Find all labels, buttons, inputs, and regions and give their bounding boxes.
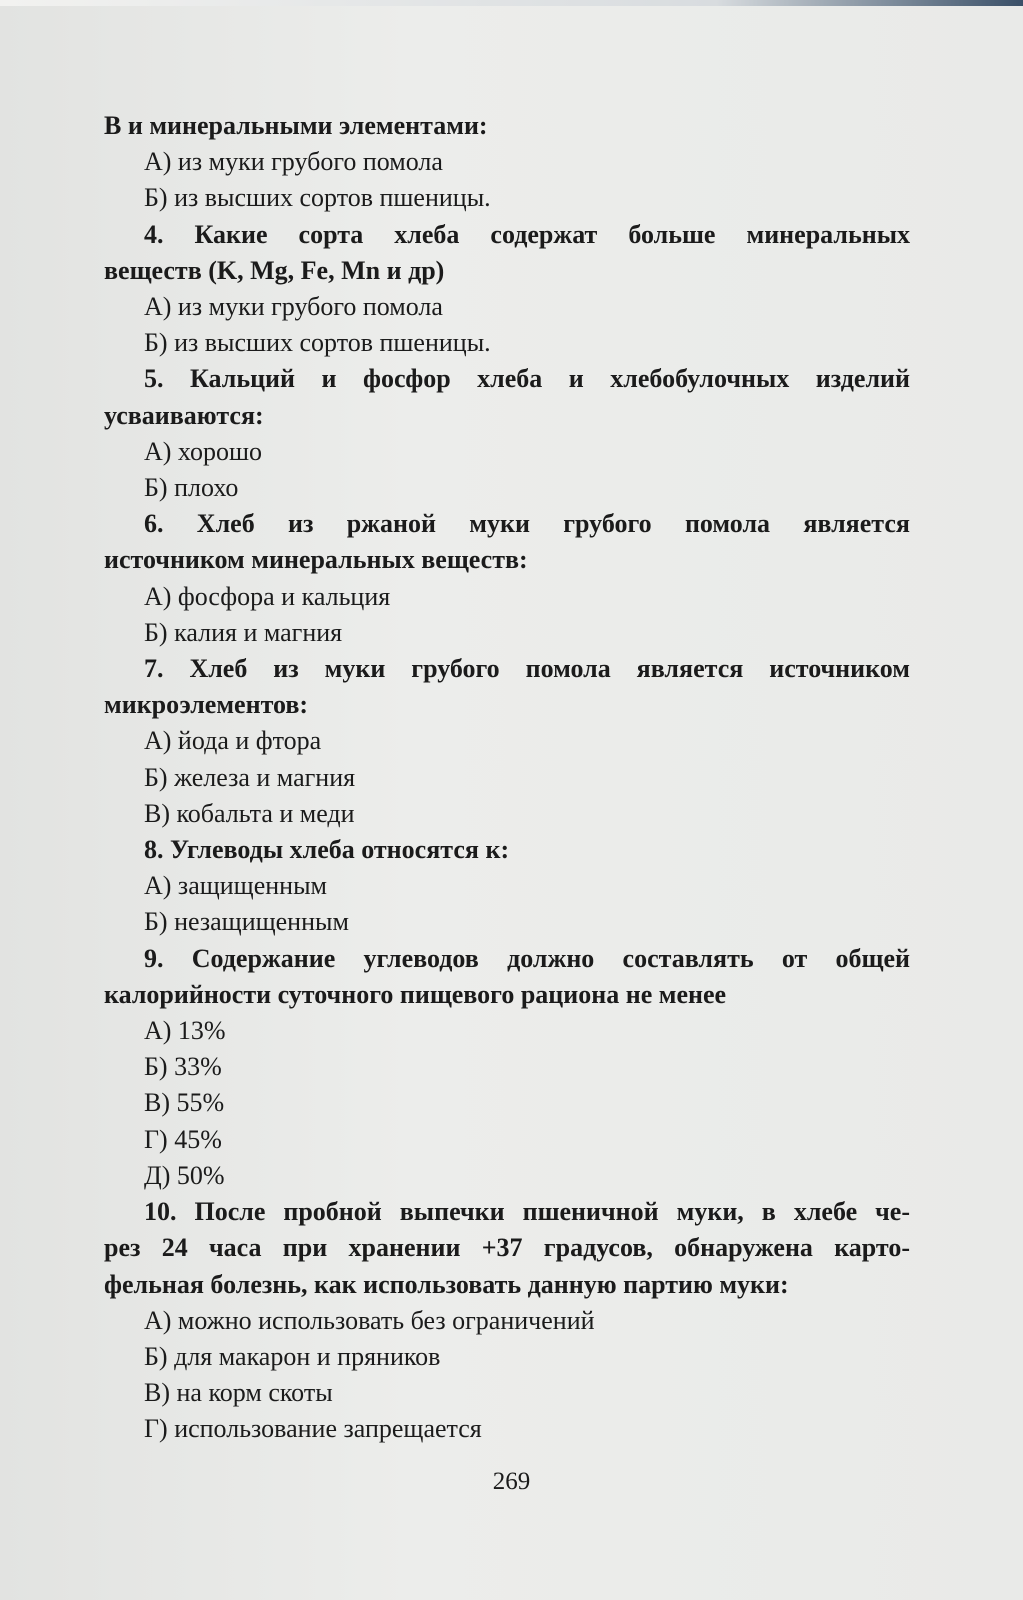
question-block [104,506,910,651]
question-text: веществ (K, Mg, Fe, Mn и др) [104,255,445,285]
question-text: 6. Хлеб из ржаной муки грубого помола является [144,509,910,539]
question-text: калорийности суточного пищевого рациона не менее [104,979,727,1009]
question-block [104,361,910,506]
answer-option: Д) 50% [144,1160,225,1190]
page-number: 269 [492,1468,531,1495]
answer-option: А) хорошо [144,436,262,466]
question-block [104,651,910,832]
answer-option: А) из муки грубого помола [144,147,443,177]
answer-option: В) кобальта и меди [144,798,355,828]
answer-option: А) можно использовать без ограничений [144,1305,595,1335]
question-text: усваиваются: [104,400,264,430]
answer-option: А) 13% [144,1016,226,1046]
question-text: микроэлементов: [104,690,309,720]
question-text: 8. Углеводы хлеба относятся к: [144,835,510,865]
question-text: 9. Содержание углеводов должно составлять от общей [144,943,910,973]
question-text: 10. После пробной выпечки пшеничной муки, в хлебе че- [144,1197,910,1227]
answer-option: А) из муки грубого помола [144,292,443,322]
question-block [104,108,910,217]
answer-option: В) 55% [144,1088,225,1118]
question-block [104,941,910,1194]
answer-option: Г) использование запрещается [144,1414,482,1444]
quiz-content [104,108,910,1448]
answer-option: В) на корм скоты [144,1378,333,1408]
answer-option: Б) железа и магния [144,762,356,792]
answer-option: Б) из высших сортов пшеницы. [144,328,491,358]
answer-option: Г) 45% [144,1124,222,1154]
question-block [104,217,910,362]
question-text: источником минеральных веществ: [104,545,528,575]
question-block [104,1194,910,1447]
answer-option: Б) плохо [144,473,239,503]
answer-option: А) фосфора и кальция [144,581,391,611]
question-text: фельная болезнь, как использовать данную партию муки: [104,1269,789,1299]
question-text: 5. Кальций и фосфор хлеба и хлебобулочных изделий [144,364,910,394]
question-text: 7. Хлеб из муки грубого помола является источником [144,654,910,684]
question-text: В и минеральными элементами: [104,111,488,140]
question-text: 4. Какие сорта хлеба содержат больше минеральных [144,219,910,249]
answer-option: А) йода и фтора [144,726,322,756]
answer-option: А) защищенным [144,871,327,901]
answer-option: Б) 33% [144,1052,222,1082]
answer-option: Б) для макарон и пряников [144,1341,441,1371]
answer-option: Б) калия и магния [144,617,343,647]
answer-option: Б) незащищенным [144,907,349,937]
question-block [104,832,910,941]
question-text: рез 24 часа при хранении +37 градусов, обнаружена карто- [104,1233,910,1263]
answer-option: Б) из высших сортов пшеницы. [144,183,491,213]
page-top-edge [0,0,1023,6]
